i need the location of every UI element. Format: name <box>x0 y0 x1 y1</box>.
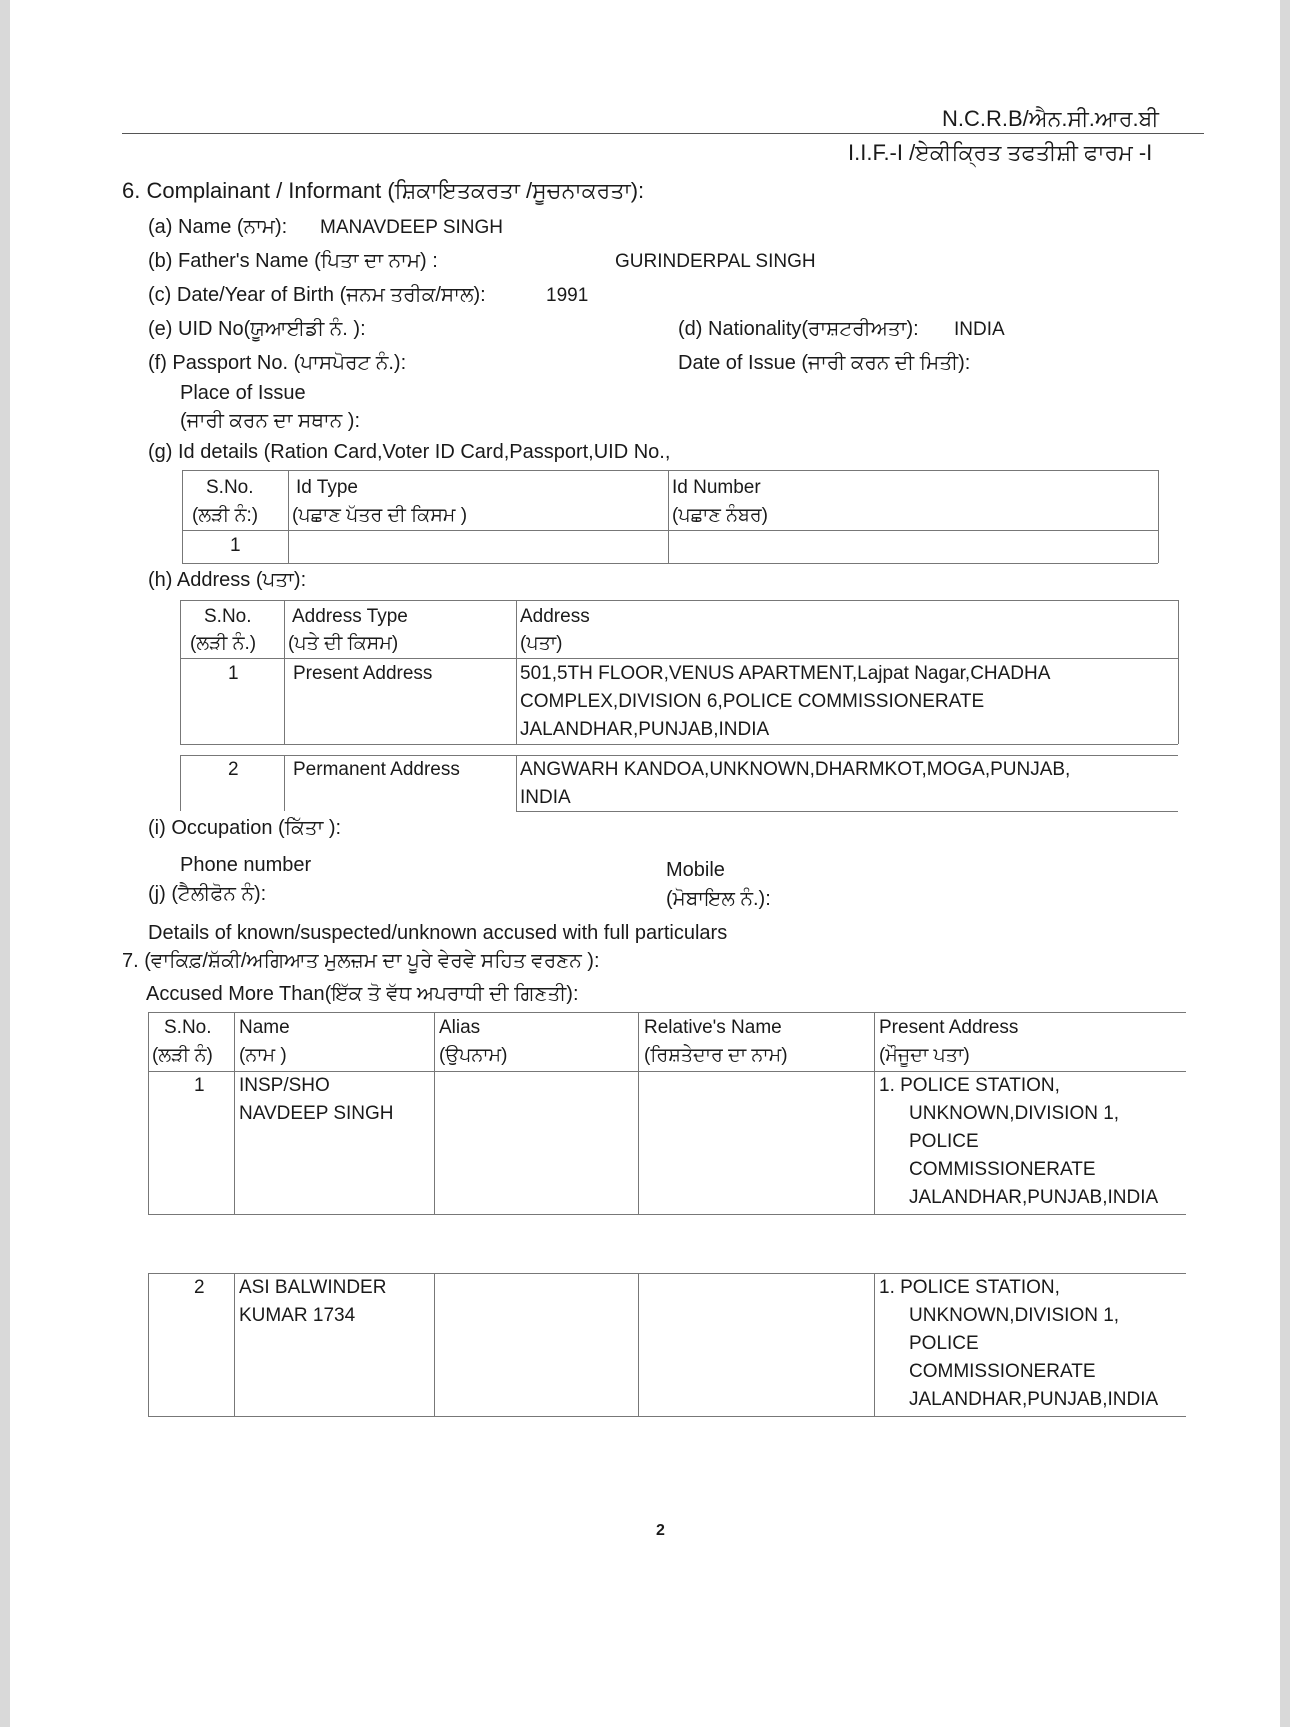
acc-col-alias: Alias <box>439 1017 481 1038</box>
addr-col-type: Address Type <box>292 606 408 627</box>
name-value: MANAVDEEP SINGH <box>320 217 504 238</box>
father-label: (b) Father's Name (ਪਿਤਾ ਦਾ ਨਾਮ) : <box>148 250 438 272</box>
acc-row2-addr5: JALANDHAR,PUNJAB,INDIA <box>909 1389 1159 1410</box>
id-col-type-pa: (ਪਛਾਣ ਪੱਤਰ ਦੀ ਕਿਸਮ ) <box>292 505 468 526</box>
acc-row2-addr3: POLICE <box>909 1333 979 1354</box>
addr-row1-line2: COMPLEX,DIVISION 6,POLICE COMMISSIONERATE <box>520 691 985 712</box>
id-details-label: (g) Id details (Ration Card,Voter ID Card,Passport,UID No., <box>148 441 671 463</box>
acc-row1-name1: INSP/SHO <box>239 1075 330 1096</box>
accused-more-label: Accused More Than(ਇੱਕ ਤੋ ਵੱਧ ਅਪਰਾਧੀ ਦੀ ਗਿਣਤੀ): <box>146 983 579 1005</box>
id-col-number-pa: (ਪਛਾਣ ਨੰਬਰ) <box>672 505 768 526</box>
occupation-label: (i) Occupation (ਕਿੱਤਾ ): <box>148 817 342 839</box>
addr-col-address-pa: (ਪਤਾ) <box>520 633 563 654</box>
addr-row1-line3: JALANDHAR,PUNJAB,INDIA <box>520 719 770 740</box>
father-value: GURINDERPAL SINGH <box>615 251 816 272</box>
acc-col-address: Present Address <box>879 1017 1019 1038</box>
addr-col-sno: S.No. <box>204 606 252 627</box>
acc-row2-sno: 2 <box>194 1277 205 1298</box>
addr-row2-line2: INDIA <box>520 787 571 808</box>
phone-label: Phone number <box>180 854 312 876</box>
id-col-sno: S.No. <box>206 477 254 498</box>
id-col-sno-pa: (ਲੜੀ ਨੰ:) <box>192 505 259 526</box>
acc-row1-addr2: UNKNOWN,DIVISION 1, <box>909 1103 1120 1124</box>
acc-row1-sno: 1 <box>194 1075 205 1096</box>
acc-row1-addr4: COMMISSIONERATE <box>909 1159 1096 1180</box>
dob-value: 1991 <box>546 285 589 306</box>
ncrb-code: N.C.R.B/ਐਨ.ਸੀ.ਆਰ.ਬੀ <box>942 106 1159 131</box>
address-label: (h) Address (ਪਤਾ): <box>148 569 307 591</box>
section6-title: 6. Complainant / Informant (ਸ਼ਿਕਾਇਤਕਰਤਾ /ਸੂਚਨਾਕਰਤਾ): <box>122 178 645 203</box>
acc-row2-addr2: UNKNOWN,DIVISION 1, <box>909 1305 1120 1326</box>
addr-row1-line1: 501,5TH FLOOR,VENUS APARTMENT,Lajpat Nagar,CHADHA <box>520 663 1051 684</box>
acc-row2-addr4: COMMISSIONERATE <box>909 1361 1096 1382</box>
addr-row2-line1: ANGWARH KANDOA,UNKNOWN,DHARMKOT,MOGA,PUNJAB, <box>520 759 1071 780</box>
phone-label-pa: (j) (ਟੈਲੀਫੋਨ ਨੰ): <box>148 883 267 905</box>
acc-col-sno: S.No. <box>164 1017 212 1038</box>
addr-col-type-pa: (ਪਤੇ ਦੀ ਕਿਸਮ) <box>288 633 399 654</box>
addr-col-sno-pa: (ਲੜੀ ਨੰ.) <box>190 633 257 654</box>
id-col-number: Id Number <box>672 477 761 498</box>
addr-row1-type: Present Address <box>293 663 433 684</box>
section7-line2: 7. (ਵਾਕਿਫ਼/ਸ਼ੱਕੀ/ਅਗਿਆਤ ਮੁਲਜ਼ਮ ਦਾ ਪੂਰੇ ਵੇਰਵੇ ਸਹਿਤ ਵਰਣਨ ): <box>122 950 600 972</box>
mobile-label-pa: (ਮੋਬਾਇਲ ਨੰ.): <box>666 888 771 910</box>
document-page <box>10 0 1280 1727</box>
addr-row2-sno: 2 <box>228 759 239 780</box>
acc-col-name-pa: (ਨਾਮ ) <box>239 1045 287 1066</box>
acc-col-alias-pa: (ਉਪਨਾਮ) <box>439 1045 508 1066</box>
addr-col-address: Address <box>520 606 590 627</box>
dob-label: (c) Date/Year of Birth (ਜਨਮ ਤਰੀਕ/ਸਾਲ): <box>148 284 486 306</box>
acc-row1-addr1: 1. POLICE STATION, <box>879 1075 1060 1096</box>
acc-row1-addr5: JALANDHAR,PUNJAB,INDIA <box>909 1187 1159 1208</box>
uid-label: (e) UID No(ਯੂਆਈਡੀ ਨੰ. ): <box>148 318 366 340</box>
acc-col-relative-pa: (ਰਿਸ਼ਤੇਦਾਰ ਦਾ ਨਾਮ) <box>644 1045 788 1066</box>
acc-row2-name1: ASI BALWINDER <box>239 1277 387 1298</box>
acc-col-address-pa: (ਮੌਜੂਦਾ ਪਤਾ) <box>879 1045 970 1066</box>
acc-row2-name2: KUMAR 1734 <box>239 1305 356 1326</box>
acc-row1-addr3: POLICE <box>909 1131 979 1152</box>
acc-col-sno-pa: (ਲੜੀ ਨੰ) <box>152 1045 213 1066</box>
id-col-type: Id Type <box>296 477 358 498</box>
name-label: (a) Name (ਨਾਮ): <box>148 216 288 238</box>
iif-code: I.I.F.-I /ਏਕੀਕ੍ਰਿਤ ਤਫਤੀਸ਼ੀ ਫਾਰਮ -I <box>848 140 1153 165</box>
acc-col-name: Name <box>239 1017 290 1038</box>
id-row1-sno: 1 <box>230 535 241 556</box>
place-issue-label: Place of Issue <box>180 382 306 404</box>
acc-col-relative: Relative's Name <box>644 1017 782 1038</box>
acc-row1-name2: NAVDEEP SINGH <box>239 1103 394 1124</box>
mobile-label: Mobile <box>666 859 725 881</box>
nationality-value: INDIA <box>954 319 1005 340</box>
addr-row2-type: Permanent Address <box>293 759 460 780</box>
section7-line1: Details of known/suspected/unknown accused with full particulars <box>148 922 728 944</box>
acc-row2-addr1: 1. POLICE STATION, <box>879 1277 1060 1298</box>
page-number: 2 <box>656 1522 665 1539</box>
nationality-label: (d) Nationality(ਰਾਸ਼ਟਰੀਅਤਾ): <box>678 318 919 340</box>
passport-label: (f) Passport No. (ਪਾਸਪੋਰਟ ਨੰ.): <box>148 352 407 374</box>
place-issue-label-pa: (ਜਾਰੀ ਕਰਨ ਦਾ ਸਥਾਨ ): <box>180 410 361 432</box>
header-rule <box>122 133 1204 134</box>
date-issue-label: Date of Issue (ਜਾਰੀ ਕਰਨ ਦੀ ਮਿਤੀ): <box>678 352 971 374</box>
addr-row1-sno: 1 <box>228 663 239 684</box>
